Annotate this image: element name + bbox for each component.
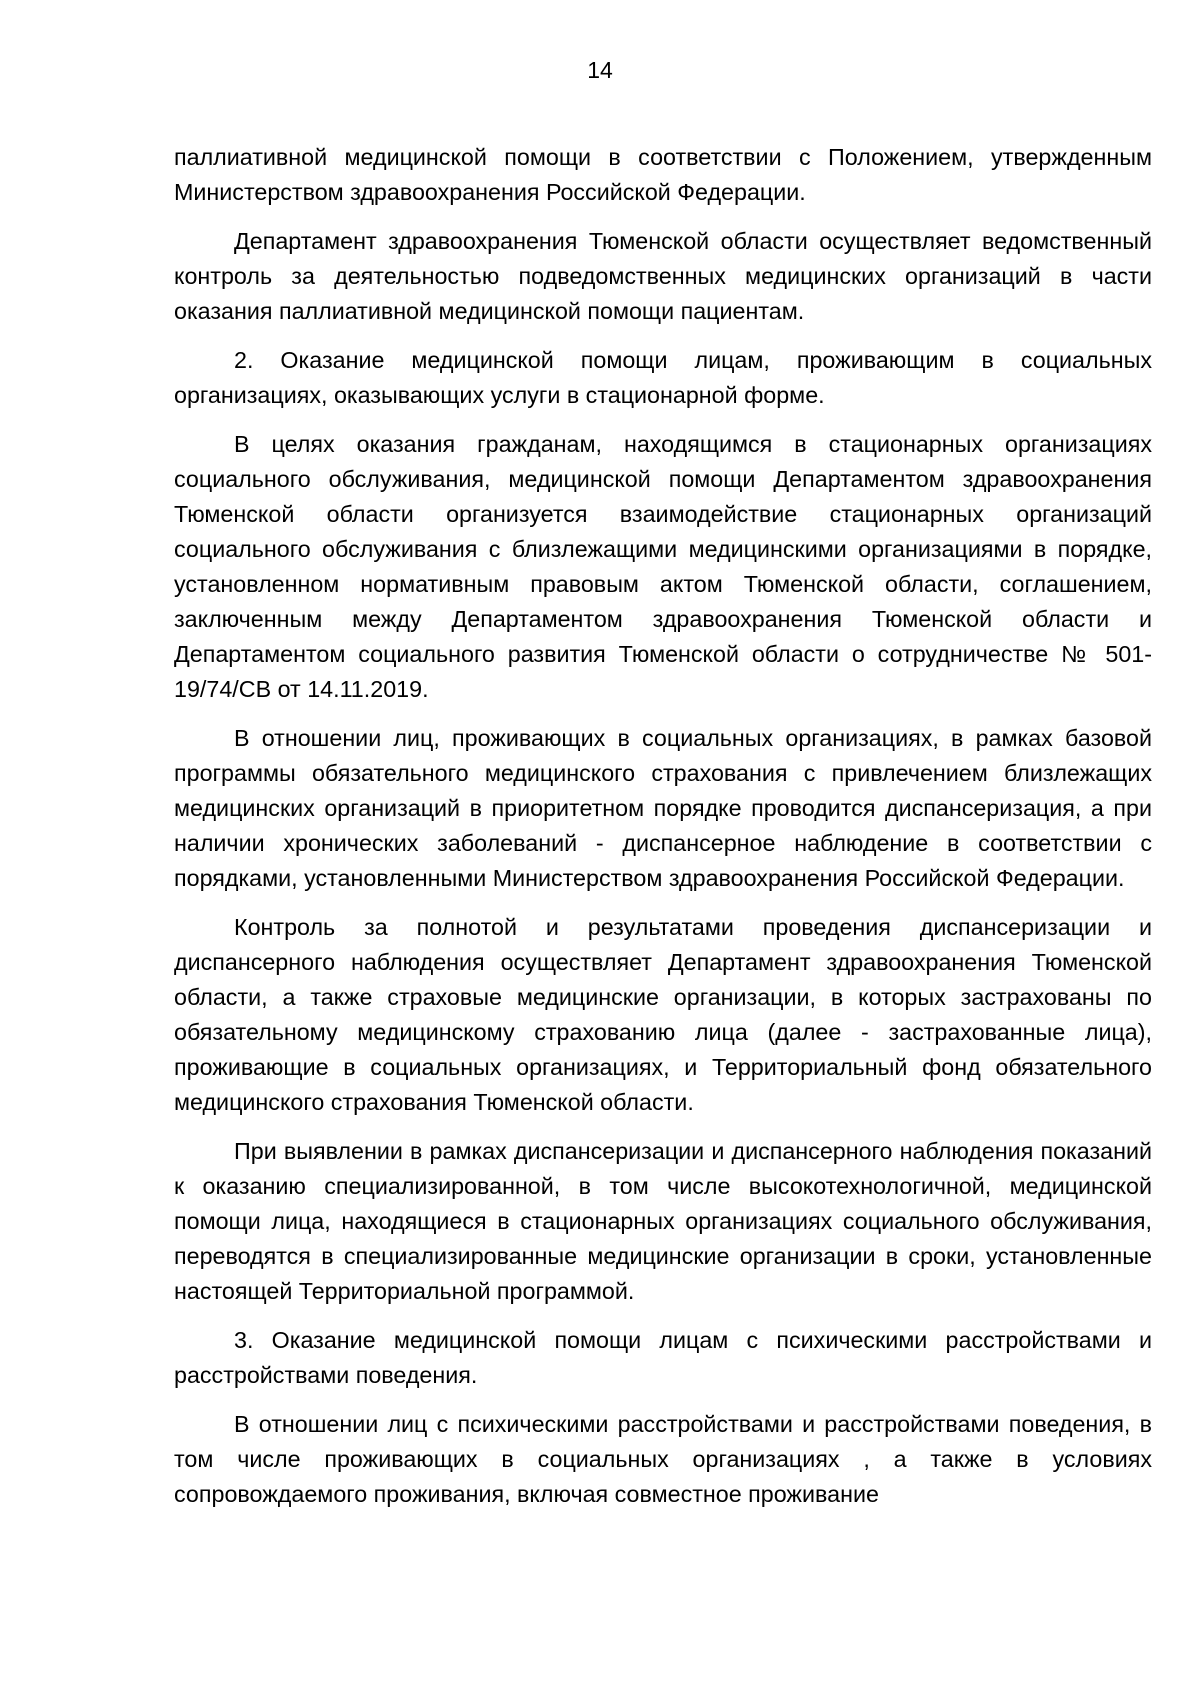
paragraph-specialized-care: При выявлении в рамках диспансеризации и диспансерного наблюдения показаний к оказанию специализированной, в том числе высокотехнологичной, медицинской помощи лица, находящиеся в стационарных организациях социального обслуживания, переводятся в специализированные медицинские организации в сроки, установленные настоящей Территориальной программой.: [174, 1138, 1152, 1304]
page-number: 14: [587, 57, 613, 83]
paragraph-mental-disorders: В отношении лиц с психическими расстройствами и расстройствами поведения, в том числе проживающих в социальных организациях , а также в условиях сопровождаемого проживания, включая совместное проживание: [174, 1411, 1152, 1507]
document-body: [174, 140, 1152, 1526]
paragraph-department-control: Департамент здравоохранения Тюменской области осуществляет ведомственный контроль за деятельностью подведомственных медицинских организаций в части оказания паллиативной медицинской помощи пациентам.: [174, 228, 1152, 324]
paragraph-section-2-heading: 2. Оказание медицинской помощи лицам, проживающим в социальных организациях, оказывающих услуги в стационарной форме.: [174, 347, 1152, 408]
paragraph-control-results: Контроль за полнотой и результатами проведения диспансеризации и диспансерного наблюдения осуществляет Департамент здравоохранения Тюменской области, а также страховые медицинские организации, в которых застрахованы по обязательному медицинскому страхованию лица (далее - застрахованные лица), проживающие в социальных организациях, и Территориальный фонд обязательного медицинского страхования Тюменской области.: [174, 914, 1152, 1115]
paragraph-dispensary-examination: В отношении лиц, проживающих в социальных организациях, в рамках базовой программы обязательного медицинского страхования с привлечением близлежащих медицинских организаций в приоритетном порядке проводится диспансеризация, а при наличии хронических заболеваний - диспансерное наблюдение в соответствии с порядками, установленными Министерством здравоохранения Российской Федерации.: [174, 725, 1152, 891]
paragraph-continuation: паллиативной медицинской помощи в соответствии с Положением, утвержденным Министерством здравоохранения Российской Федерации.: [174, 144, 1152, 205]
paragraph-section-3-heading: 3. Оказание медицинской помощи лицам с психическими расстройствами и расстройствами поведения.: [174, 1327, 1152, 1388]
paragraph-interaction-agreement: В целях оказания гражданам, находящимся в стационарных организациях социального обслуживания, медицинской помощи Департаментом здравоохранения Тюменской области организуется взаимодействие стационарных организаций социального обслуживания с близлежащими медицинскими организациями в порядке, установленном нормативным правовым актом Тюменской области, соглашением, заключенным между Департаментом здравоохранения Тюменской области и Департаментом социального развития Тюменской области о сотрудничестве № 501-19/74/СВ от 14.11.2019.: [174, 431, 1152, 702]
